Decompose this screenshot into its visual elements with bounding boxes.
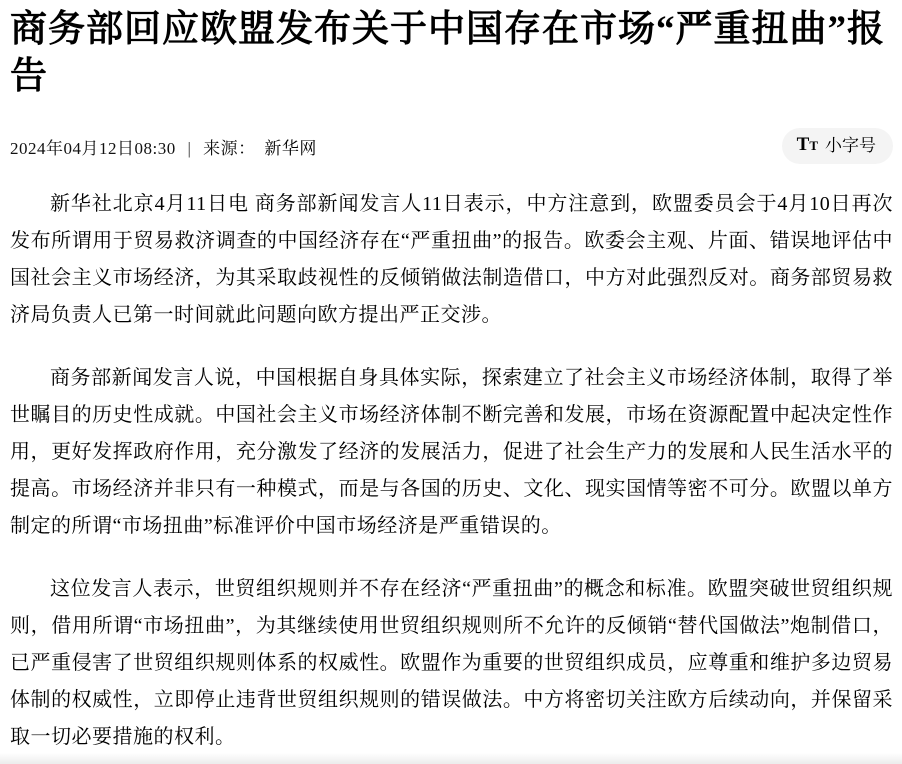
source-label: 来源： bbox=[203, 138, 256, 158]
paragraph-2: 商务部新闻发言人说，中国根据自身具体实际，探索建立了社会主义市场经济体制，取得了举世瞩目的历史性成就。中国社会主义市场经济体制不断完善和发展，市场在资源配置中起决定性作用，更好发挥政府作用，充分激发了经济的发展活力，促进了社会生产力的发展和人民生活水平的提高。市场经济并非只有一种模式，而是与各国的历史、文化、现实国情等密不可分。欧盟以单方制定的所谓“市场扭曲”标准评价中国市场经济是严重错误的。 bbox=[10, 367, 893, 537]
meta-row bbox=[10, 128, 893, 164]
font-size-icon-large-t: T bbox=[796, 134, 810, 155]
article-meta bbox=[10, 134, 317, 159]
meta-separator: | bbox=[187, 138, 192, 158]
article-body bbox=[10, 186, 893, 756]
font-size-button[interactable] bbox=[782, 128, 893, 164]
source-link[interactable]: 新华网 bbox=[264, 138, 317, 158]
publish-datetime: 2024年04月12日08:30 bbox=[10, 138, 176, 158]
paragraph-3: 这位发言人表示，世贸组织规则并不存在经济“严重扭曲”的概念和标准。欧盟突破世贸组织规则，借用所谓“市场扭曲”，为其继续使用世贸组织规则所不允许的反倾销“替代国做法”炮制借口，已严重侵害了世贸组织规则体系的权威性。欧盟作为重要的世贸组织成员，应尊重和维护多边贸易体制的权威性，立即停止违背世贸组织规则的错误做法。中方将密切关注欧方后续动向，并保留采取一切必要措施的权利。 bbox=[10, 578, 893, 748]
bottom-strip bbox=[0, 753, 902, 764]
font-size-icon bbox=[797, 134, 818, 157]
article-title: 商务部回应欧盟发布关于中国存在市场“严重扭曲”报告 bbox=[10, 9, 885, 97]
paragraph-1: 新华社北京4月11日电 商务部新闻发言人11日表示，中方注意到，欧盟委员会于4月10日再次发布所谓用于贸易救济调查的中国经济存在“严重扭曲”的报告。欧委会主观、片面、错误地评估中国社会主义市场经济，为其采取歧视性的反倾销做法制造借口，中方对此强烈反对。商务部贸易救济局负责人已第一时间就此问题向欧方提出严正交涉。 bbox=[10, 193, 893, 326]
font-size-icon-small-t: T bbox=[809, 138, 818, 153]
font-size-button-label: 小字号 bbox=[825, 135, 876, 155]
